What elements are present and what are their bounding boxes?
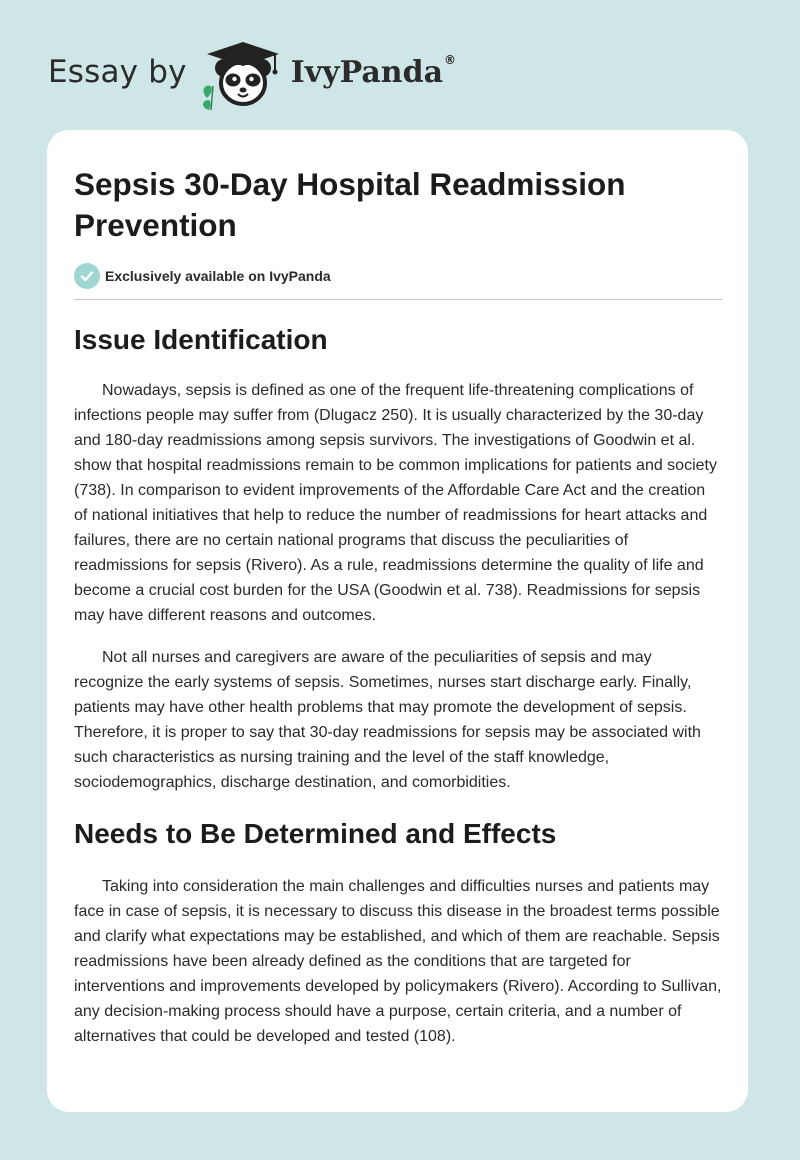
section-issue-identification (74, 322, 722, 795)
checkmark-icon (74, 263, 100, 289)
exclusive-badge (74, 263, 722, 289)
panda-graduate-logo-icon (197, 34, 287, 110)
title-divider (74, 299, 722, 300)
site-brand[interactable] (48, 34, 456, 110)
section-needs-and-effects (74, 816, 722, 1049)
essay-card (47, 130, 748, 1112)
page-title: Sepsis 30-Day Hospital Readmission Prevention (74, 166, 626, 243)
paragraph: Taking into consideration the main challenges and difficulties nurses and patients may face in case of sepsis, it is necessary to discuss this disease in the broadest terms possible and clarify what expectations may be established, and which of them are reachable. Sepsis readmissions have been already defined as the conditions that are targeted for interventions and improvements developed by policymakers (Rivero). According to Sullivan, any decision-making process should have a purpose, certain criteria, and a number of alternatives that could be developed and tested (108). (74, 878, 722, 1045)
registered-mark: ® (444, 53, 457, 67)
paragraph: Nowadays, sepsis is defined as one of the frequent life-threatening complications of infections people may suffer from (Dlugacz 250). It is usually characterized by the 30-day and 180-day readmissions among sepsis survivors. The investigations of Goodwin et al. show that hospital readmissions remain to be common implications for patients and society (738). In comparison to evident improvements of the Affordable Care Act and the creation of national initiatives that help to reduce the number of readmissions for heart attacks and failures, there are no certain national programs that discuss the peculiarities of readmissions for sepsis (Rivero). As a rule, readmissions determine the quality of life and become a crucial cost burden for the USA (Goodwin et al. 738). Readmissions for sepsis may have different reasons and outcomes. (74, 382, 717, 624)
badge-label: Exclusively available on IvyPanda (105, 268, 331, 284)
section-heading: Needs to Be Determined and Effects (74, 818, 557, 849)
paragraph: Not all nurses and caregivers are aware of the peculiarities of sepsis and may recognize the early systems of sepsis. Sometimes, nurses start discharge early. Finally, patients may have other health problems that may promote the development of sepsis. Therefore, it is proper to say that 30-day readmissions for sepsis may be associated with such characteristics as nursing training and the level of the staff knowledge, sociodemographics, discharge destination, and comorbidities. (74, 649, 701, 791)
brand-prefix: Essay by (48, 54, 187, 90)
section-heading: Issue Identification (74, 324, 328, 355)
brand-name: IvyPanda (290, 54, 444, 90)
